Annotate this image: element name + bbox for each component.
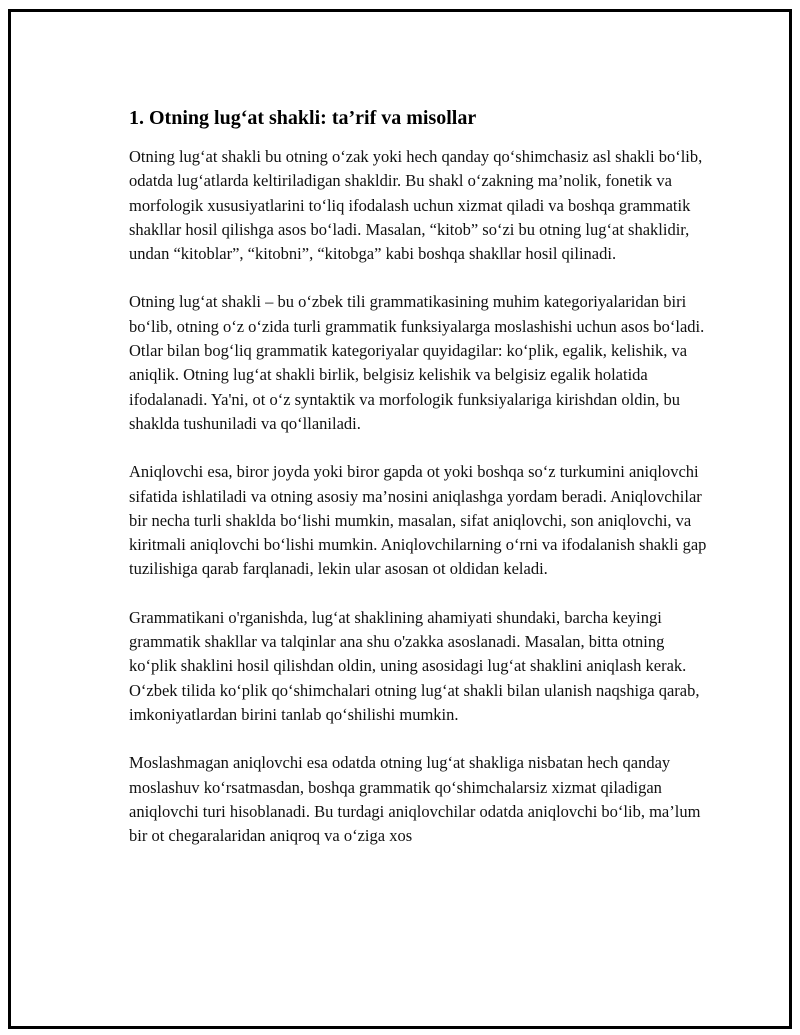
document-body (129, 104, 709, 872)
paragraph-1: Otning lug‘at shakli bu otning o‘zak yoki hech qanday qo‘shimchasiz asl shakli bo‘lib, odatda lug‘atlarda keltiriladigan shakldir. Bu shakl o‘zakning ma’nolik, fonetik va morfologik xususiyatlarini to‘liq ifodalash uchun xizmat qiladi va boshqa grammatik shakllar hosil qilishga asos bo‘ladi. Masalan, “kitob” so‘zi bu otning lug‘at shaklidir, undan “kitoblar”, “kitobni”, “kitobga” kabi boshqa shakllar hosil qilinadi. (129, 147, 703, 264)
paragraph-2: Otning lug‘at shakli – bu o‘zbek tili grammatikasining muhim kategoriyalaridan biri bo‘lib, otning o‘z o‘zida turli grammatik funksiyalarga moslashishi uchun asos bo‘ladi. Otlar bilan bog‘liq grammatik kategoriyalar quyidagilar: ko‘plik, egalik, kelishik, va aniqlik. Otning lug‘at shakli birlik, belgisiz kelishik va belgisiz egalik holatida ifodalanadi. Ya'ni, ot o‘z syntaktik va morfologik funksiyalariga kirishdan oldin, bu shaklda tushuniladi va qo‘llaniladi. (129, 292, 705, 433)
paragraph-4: Grammatikani o'rganishda, lug‘at shaklining ahamiyati shundaki, barcha keyingi grammatik shakllar va talqinlar ana shu o'zakka asoslanadi. Masalan, bitta otning ko‘plik shaklini hosil qilishdan oldin, uning asosidagi lug‘at shaklini aniqlash kerak. O‘zbek tilida ko‘plik qo‘shimchalari otning lug‘at shakli bilan ulanish naqshiga qarab, imkoniyatlardan birini tanlab qo‘shilishi mumkin. (129, 607, 700, 724)
paragraph-5: Moslashmagan aniqlovchi esa odatda otning lug‘at shakliga nisbatan hech qanday moslashuv ko‘rsatmasdan, boshqa grammatik qo‘shimchalarsiz xizmat qiladigan aniqlovchi turi hisoblanadi. Bu turdagi aniqlovchilar odatda aniqlovchi bo‘lib, ma’lum bir ot chegaralaridan aniqroq va o‘ziga xos (129, 753, 701, 846)
paragraph-3: Aniqlovchi esa, biror joyda yoki biror gapda ot yoki boshqa so‘z turkumini aniqlovchi sifatida ishlatiladi va otning asosiy ma’nosini aniqlashga yordam beradi. Aniqlovchilar bir necha turli shaklda bo‘lishi mumkin, masalan, sifat aniqlovchi, son aniqlovchi, va kiritmali aniqlovchi bo‘lishi mumkin. Aniqlovchilarning o‘rni va ifodalanish shakli gap tuzilishiga qarab farqlanadi, lekin ular asosan ot oldidan keladi. (129, 462, 707, 579)
page-frame (8, 9, 792, 1029)
section-heading: 1. Otning lug‘at shakli: ta’rif va misollar (129, 107, 477, 129)
